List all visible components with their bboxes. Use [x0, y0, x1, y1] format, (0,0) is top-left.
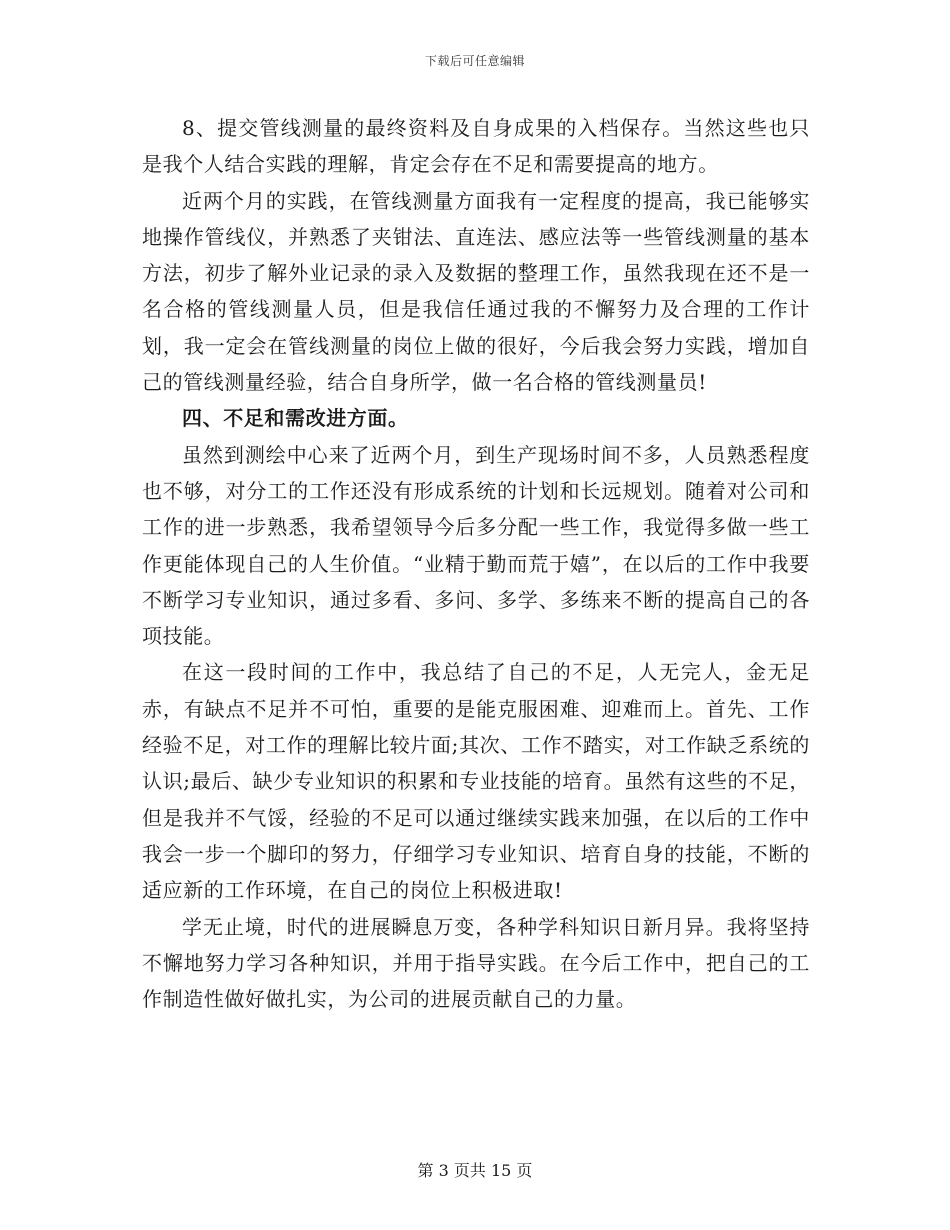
page-header: 下载后可任意编辑 — [424, 54, 525, 68]
paragraph-shortcomings-2: 在这一段时间的工作中，我总结了自己的不足，人无完人，金无足赤，有缺点不足并不可怕，重要的是能克服困难、迎难而上。首先、工作经验不足，对工作的理解比较片面;其次、工作不踏实，对工作缺乏系统的认识;最后、缺少专业知识的积累和专业技能的培育。虽然有这些的不足，但是我并不气馁，经验的不足可以通过继续实践来加强，在以后的工作中我会一步一个脚印的努力，仔细学习专业知识、培育自身的技能，不断的适应新的工作环境，在自己的岗位上积极进取! — [142, 660, 810, 903]
paragraph-item-8: 8、提交管线测量的最终资料及自身成果的入档保存。当然这些也只是我个人结合实践的理解，肯定会存在不足和需要提高的地方。 — [142, 116, 810, 177]
paragraph-shortcomings-1: 虽然到测绘中心来了近两个月，到生产现场时间不多，人员熟悉程度也不够，对分工的工作还没有形成系统的计划和长远规划。随着对公司和工作的进一步熟悉，我希望领导今后多分配一些工作，我觉得多做一些工作更能体现自己的人生价值。“业精于勤而荒于嬉”，在以后的工作中我要不断学习专业知识，通过多看、多问、多学、多练来不断的提高自己的各项技能。 — [142, 442, 810, 649]
document-body — [142, 110, 810, 1017]
section-heading-shortcomings: 四、不足和需改进方面。 — [182, 406, 409, 431]
paragraph-conclusion: 学无止境，时代的进展瞬息万变，各种学科知识日新月异。我将坚持不懈地努力学习各种知识，并用于指导实践。在今后工作中，把自己的工作制造性做好做扎实，为公司的进展贡献自己的力量。 — [142, 914, 810, 1012]
page-number: 第 3 页共 15 页 — [417, 1161, 533, 1180]
paragraph-practice-summary: 近两个月的实践，在管线测量方面我有一定程度的提高，我已能够实地操作管线仪，并熟悉了夹钳法、直连法、感应法等一些管线测量的基本方法，初步了解外业记录的录入及数据的整理工作，虽然我现在还不是一名合格的管线测量人员，但是我信任通过我的不懈努力及合理的工作计划，我一定会在管线测量的岗位上做的很好，今后我会努力实践，增加自己的管线测量经验，结合自身所学，做一名合格的管线测量员! — [142, 188, 810, 395]
